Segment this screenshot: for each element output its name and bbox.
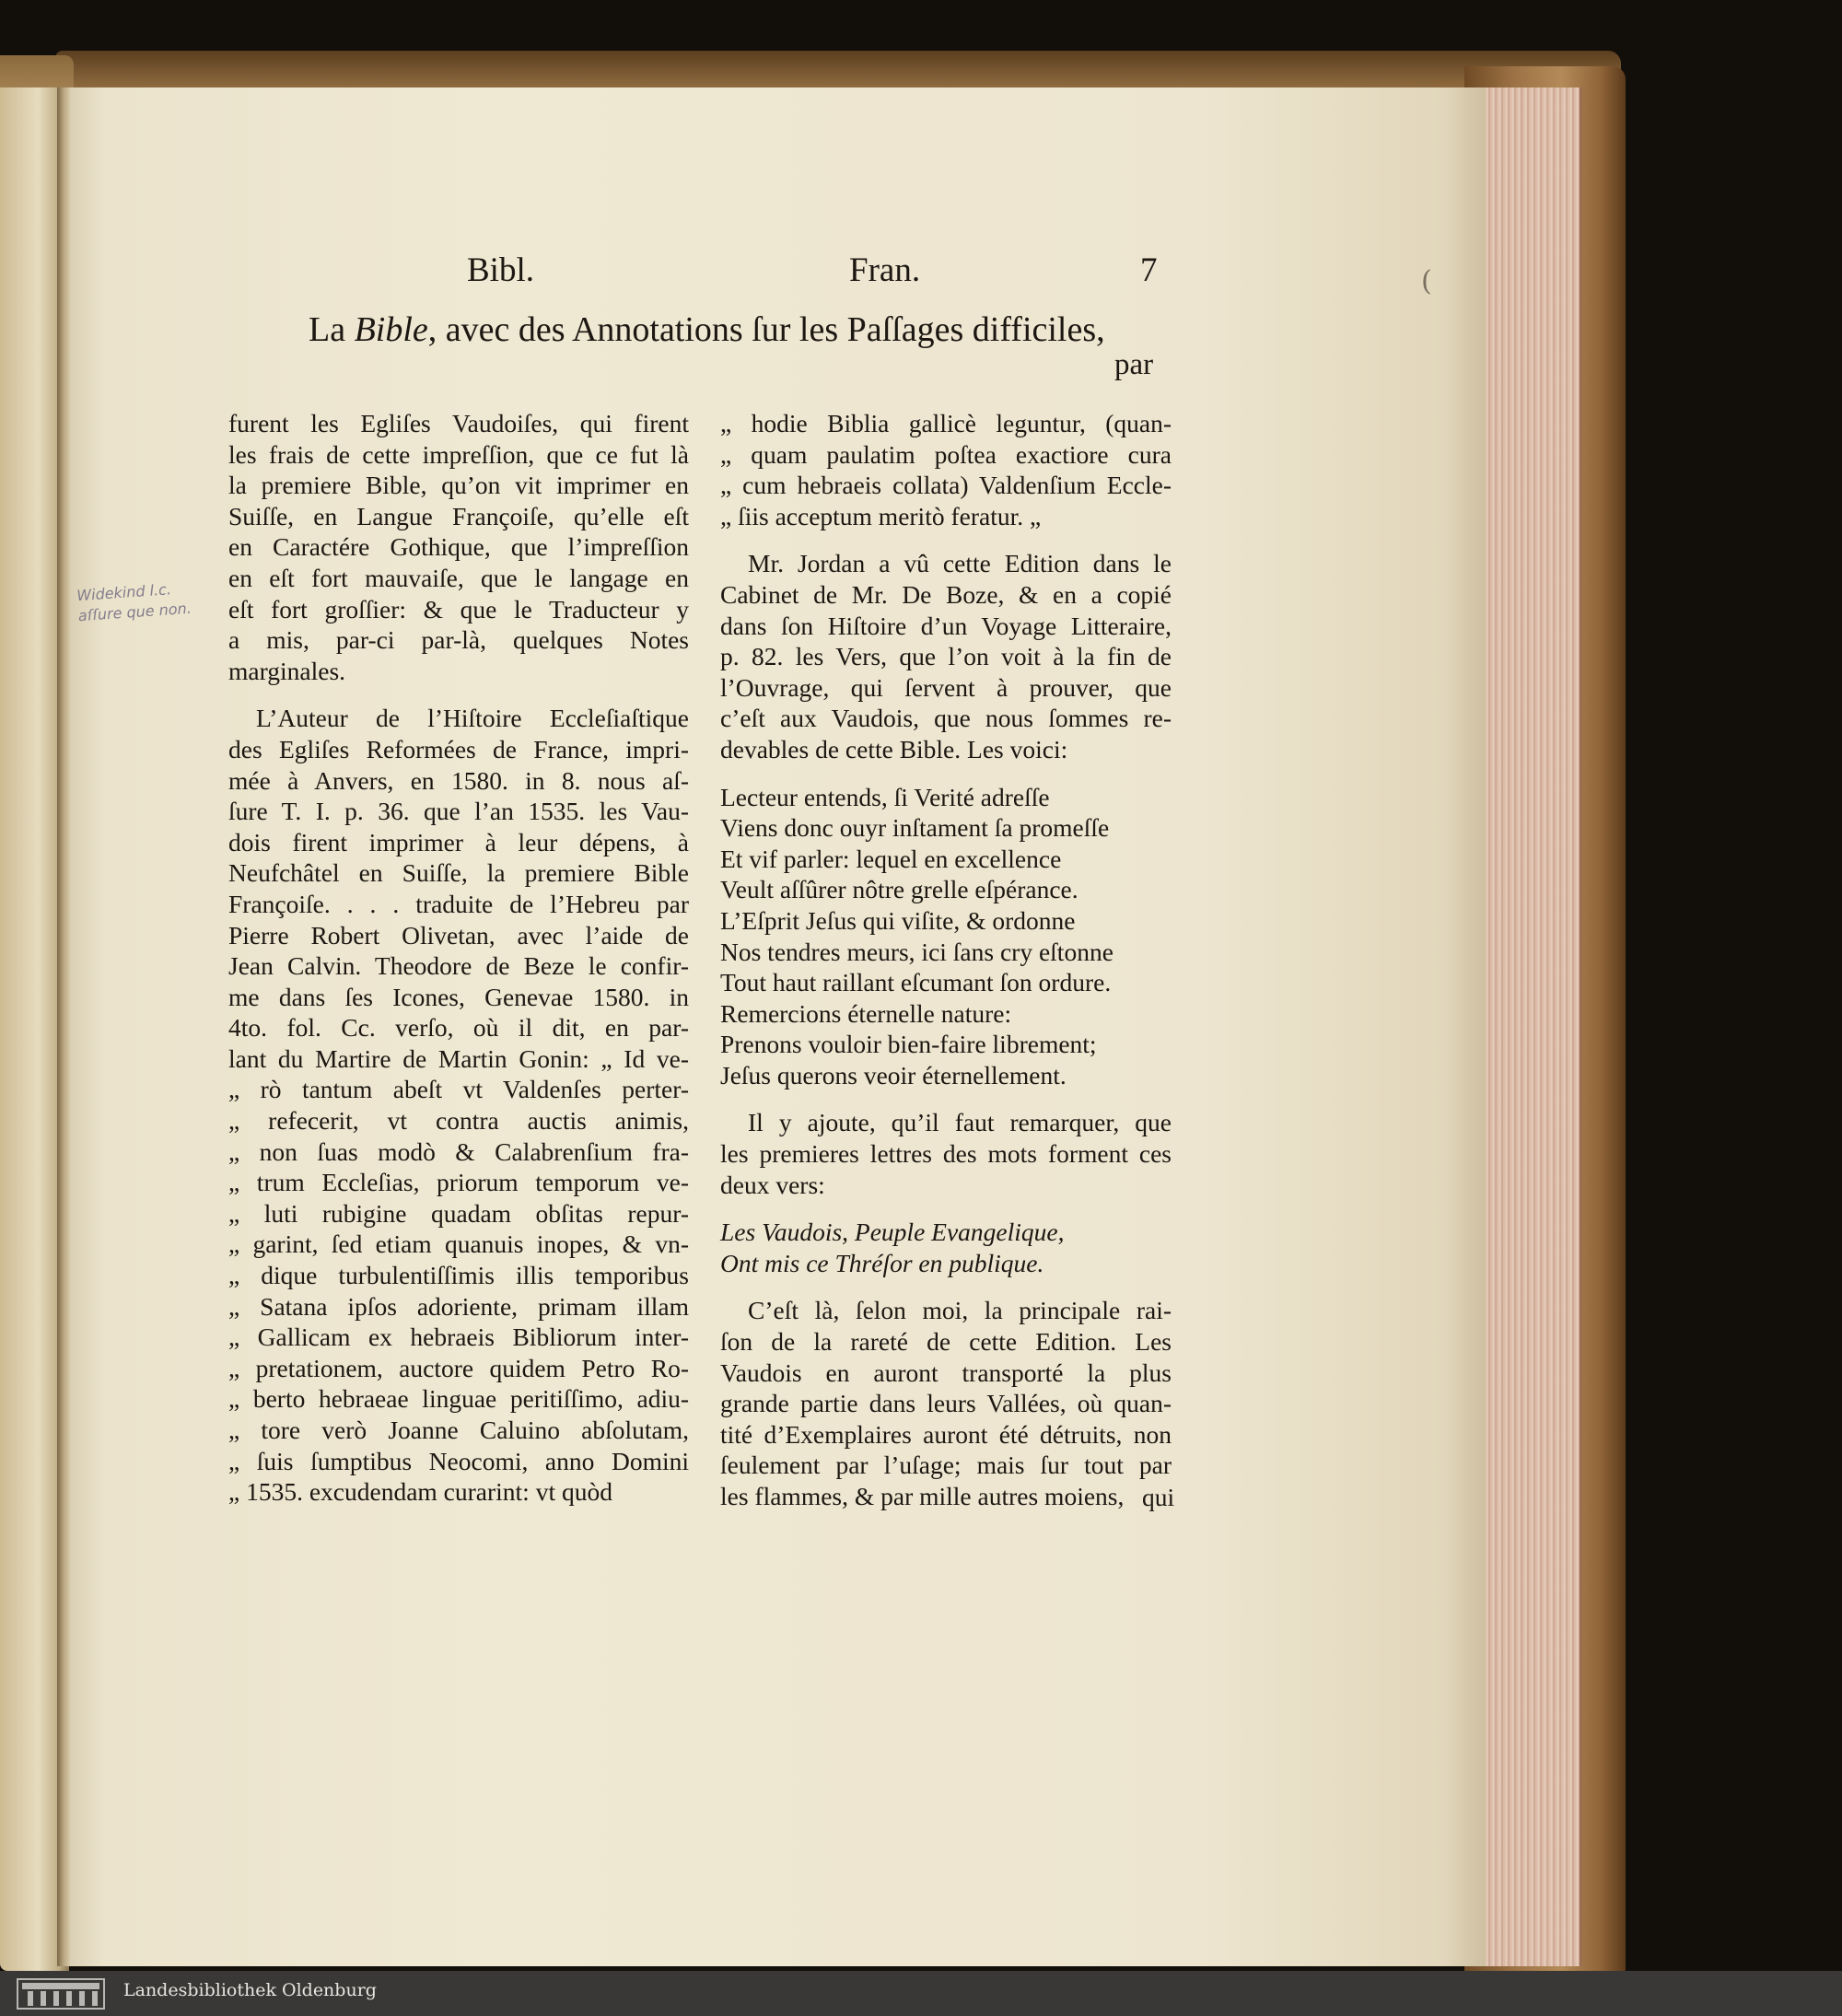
text-line: „ rò tantum abeſt vt Valdenſes perter- — [228, 1075, 689, 1104]
text-line: en Caractére Gothique, que l’impreſſion — [228, 532, 689, 562]
text-line: des Egliſes Reformées de France, impri- — [228, 734, 689, 763]
text-line: „ hodie Biblia gallicè leguntur, (quan- — [720, 409, 1172, 437]
text-line: Il y ajoute, qu’il faut remarquer, que — [748, 1108, 1172, 1137]
bottom-catchword: qui — [1142, 1483, 1175, 1511]
verse-line: Tout haut raillant eſcumant ſon ordure. — [720, 968, 1112, 997]
verse — [720, 782, 1172, 1091]
left-paragraph-2 — [228, 703, 689, 1507]
text-line: Jean Calvin. Theodore de Beze le confir- — [228, 951, 689, 981]
right-paragraph-3 — [720, 1107, 1172, 1200]
text-line: p. 82. les Vers, que l’on voit à la fin de — [720, 642, 1172, 671]
verse-line: Prenons vouloir bien-faire librement; — [720, 1030, 1097, 1059]
text-line: les premieres lettres des mots forment ces — [720, 1139, 1172, 1169]
text-line: dois firent imprimer à leur dépens, à — [228, 827, 689, 857]
text-line: lant du Martire de Martin Gonin: „ Id ve- — [228, 1043, 689, 1073]
note-line-1: Widekind l.c. — [76, 580, 172, 605]
note-line-2: aſſure que non. — [77, 599, 192, 625]
book-gutter — [57, 87, 70, 1966]
left-paragraph-1 — [228, 408, 689, 686]
right-column — [720, 408, 1175, 1512]
text-line: L’Auteur de l’Hiſtoire Eccleſiaſtique — [256, 704, 689, 733]
text-line: „ Satana ipſos adoriente, primam illam — [228, 1291, 689, 1321]
text-line: ſeulement par l’uſage; mais ſur tout par — [720, 1451, 1172, 1480]
text-line: Neufchâtel en Suiſſe, la premiere Bible — [228, 858, 689, 888]
couplet-line: Les Vaudois, Peuple Evangelique, — [720, 1218, 1065, 1247]
verse-line: Lecteur entends, ſi Verité adreſſe — [720, 782, 1050, 811]
text-line: tité d’Exemplaires auront été détruits, non — [720, 1419, 1172, 1449]
handwritten-note — [76, 578, 192, 626]
text-line: „ cum hebraeis collata) Valdenſium Eccle- — [720, 471, 1172, 500]
text-line: furent les Egliſes Vaudoiſes, qui firent — [228, 409, 689, 437]
text-line: en eſt fort mauvaiſe, que le langage en — [228, 563, 689, 592]
text-line: les frais de cette impreſſion, que ce fut là — [228, 439, 689, 469]
title-catchword: par — [1114, 348, 1154, 381]
page-number: 7 — [1140, 251, 1158, 289]
left-column — [228, 408, 689, 1508]
entry-title — [309, 309, 1105, 350]
running-head-left: Bibl. — [467, 251, 534, 289]
text-line: devables de cette Bible. Les voici: — [720, 734, 1068, 763]
verse-line: Jeſus querons veoir éternellement. — [720, 1060, 1067, 1090]
text-line: c’eſt aux Vaudois, que nous ſommes re- — [720, 704, 1172, 733]
verse-line: Remercions éternelle nature: — [720, 998, 1012, 1028]
text-line: „ 1535. excudendam curarint: vt quòd — [228, 1477, 612, 1507]
text-line: „ ſuis ſumptibus Neocomi, anno Domini — [228, 1446, 689, 1475]
text-line: l’Ouvrage, qui ſervent à prouver, que — [720, 672, 1172, 702]
text-line: 4to. fol. Cc. verſo, où il dit, en par- — [228, 1013, 689, 1043]
text-line: „ non ſuas modò & Calabrenſium fra- — [228, 1136, 689, 1166]
couplet-line: Ont mis ce Thréſor en publique. — [720, 1248, 1044, 1277]
text-line: „ pretationem, auctore quidem Petro Ro- — [228, 1353, 689, 1382]
text-line: „ garint, ſed etiam quanuis inopes, & vn- — [228, 1229, 689, 1259]
verse-line: Et vif parler: lequel en excellence — [720, 844, 1062, 873]
couplet — [720, 1217, 1172, 1278]
text-line: me dans ſes Icones, Genevae 1580. in — [228, 982, 689, 1011]
corner-mark: ( — [1421, 265, 1432, 297]
title-italic: Bible — [354, 310, 428, 349]
text-line: „ berto hebraeae linguae peritiſſimo, adiu- — [228, 1384, 689, 1414]
text-line: Cabinet de Mr. De Boze, & en a copié — [720, 579, 1172, 609]
text-line: mée à Anvers, en 1580. in 8. nous aſ- — [228, 765, 689, 795]
text-line: eſt fort groſſier: & que le Traducteur y — [228, 594, 689, 623]
text-line: grande partie dans leurs Vallées, où quan- — [720, 1389, 1172, 1418]
text-line: „ refecerit, vt contra auctis animis, — [228, 1106, 689, 1136]
title-prefix: La — [309, 310, 355, 349]
text-line: a mis, par-ci par-là, quelques Notes — [228, 625, 689, 655]
verse-line: Viens donc ouyr inſtament ſa promeſſe — [720, 813, 1110, 843]
text-line: dans ſon Hiſtoire d’un Voyage Litteraire, — [720, 611, 1172, 640]
verse-line: Veult aſſûrer nôtre grelle eſpérance. — [720, 875, 1078, 904]
text-line: Mr. Jordan a vû cette Edition dans le — [748, 549, 1172, 578]
verse-line: L’Eſprit Jeſus qui viſite, & ordonne — [720, 905, 1076, 935]
text-line: „ ſiis acceptum meritò feratur. „ — [720, 501, 1042, 530]
text-line: ſure T. I. p. 36. que l’an 1535. les Vau- — [228, 797, 689, 826]
text-line: la premiere Bible, qu’on vit imprimer en — [228, 471, 689, 500]
text-line: „ tore verò Joanne Caluino abſolutam, — [228, 1416, 689, 1444]
text-line: „ quam paulatim poſtea exactiore cura — [720, 439, 1172, 469]
text-line: Suiſſe, en Langue Françoiſe, qu’elle eſt — [228, 501, 689, 530]
text-line: Françoiſe. . . . traduite de l’Hebreu par — [228, 889, 689, 918]
footer-institution: Landesbibliothek Oldenburg — [123, 1980, 377, 2000]
text-line: les flammes, & par mille autres moiens, — [720, 1482, 1125, 1510]
text-line: marginales. — [228, 656, 346, 685]
text-line: „ trum Eccleſias, priorum temporum ve- — [228, 1168, 689, 1197]
title-rest: , avec des Annotations ſur les Paſſages difficiles, — [427, 310, 1105, 349]
verse-line: Nos tendres meurs, ici ſans cry eſtonne — [720, 937, 1113, 966]
text-line: „ luti rubigine quadam obſitas repur- — [228, 1198, 689, 1228]
text-line: Pierre Robert Olivetan, avec l’aide de — [228, 920, 689, 950]
text-line: „ Gallicam ex hebraeis Bibliorum inter- — [228, 1323, 689, 1352]
text-line: „ dique turbulentiſſimis illis temporibus — [228, 1261, 689, 1290]
text-line: ſon de la rareté de cette Edition. Les — [720, 1327, 1172, 1357]
right-paragraph-2 — [720, 548, 1172, 764]
right-paragraph-4 — [720, 1295, 1175, 1511]
library-logo-icon — [17, 1978, 105, 2010]
right-paragraph-1 — [720, 408, 1172, 531]
page-edges — [1478, 87, 1582, 1966]
running-head-center: Fran. — [849, 251, 921, 289]
text-line: C’eſt là, ſelon moi, la principale rai- — [748, 1296, 1172, 1325]
text-line: deux vers: — [720, 1170, 825, 1199]
text-line: Vaudois en auront transporté la plus — [720, 1358, 1172, 1387]
book-cover-top — [55, 51, 1621, 87]
